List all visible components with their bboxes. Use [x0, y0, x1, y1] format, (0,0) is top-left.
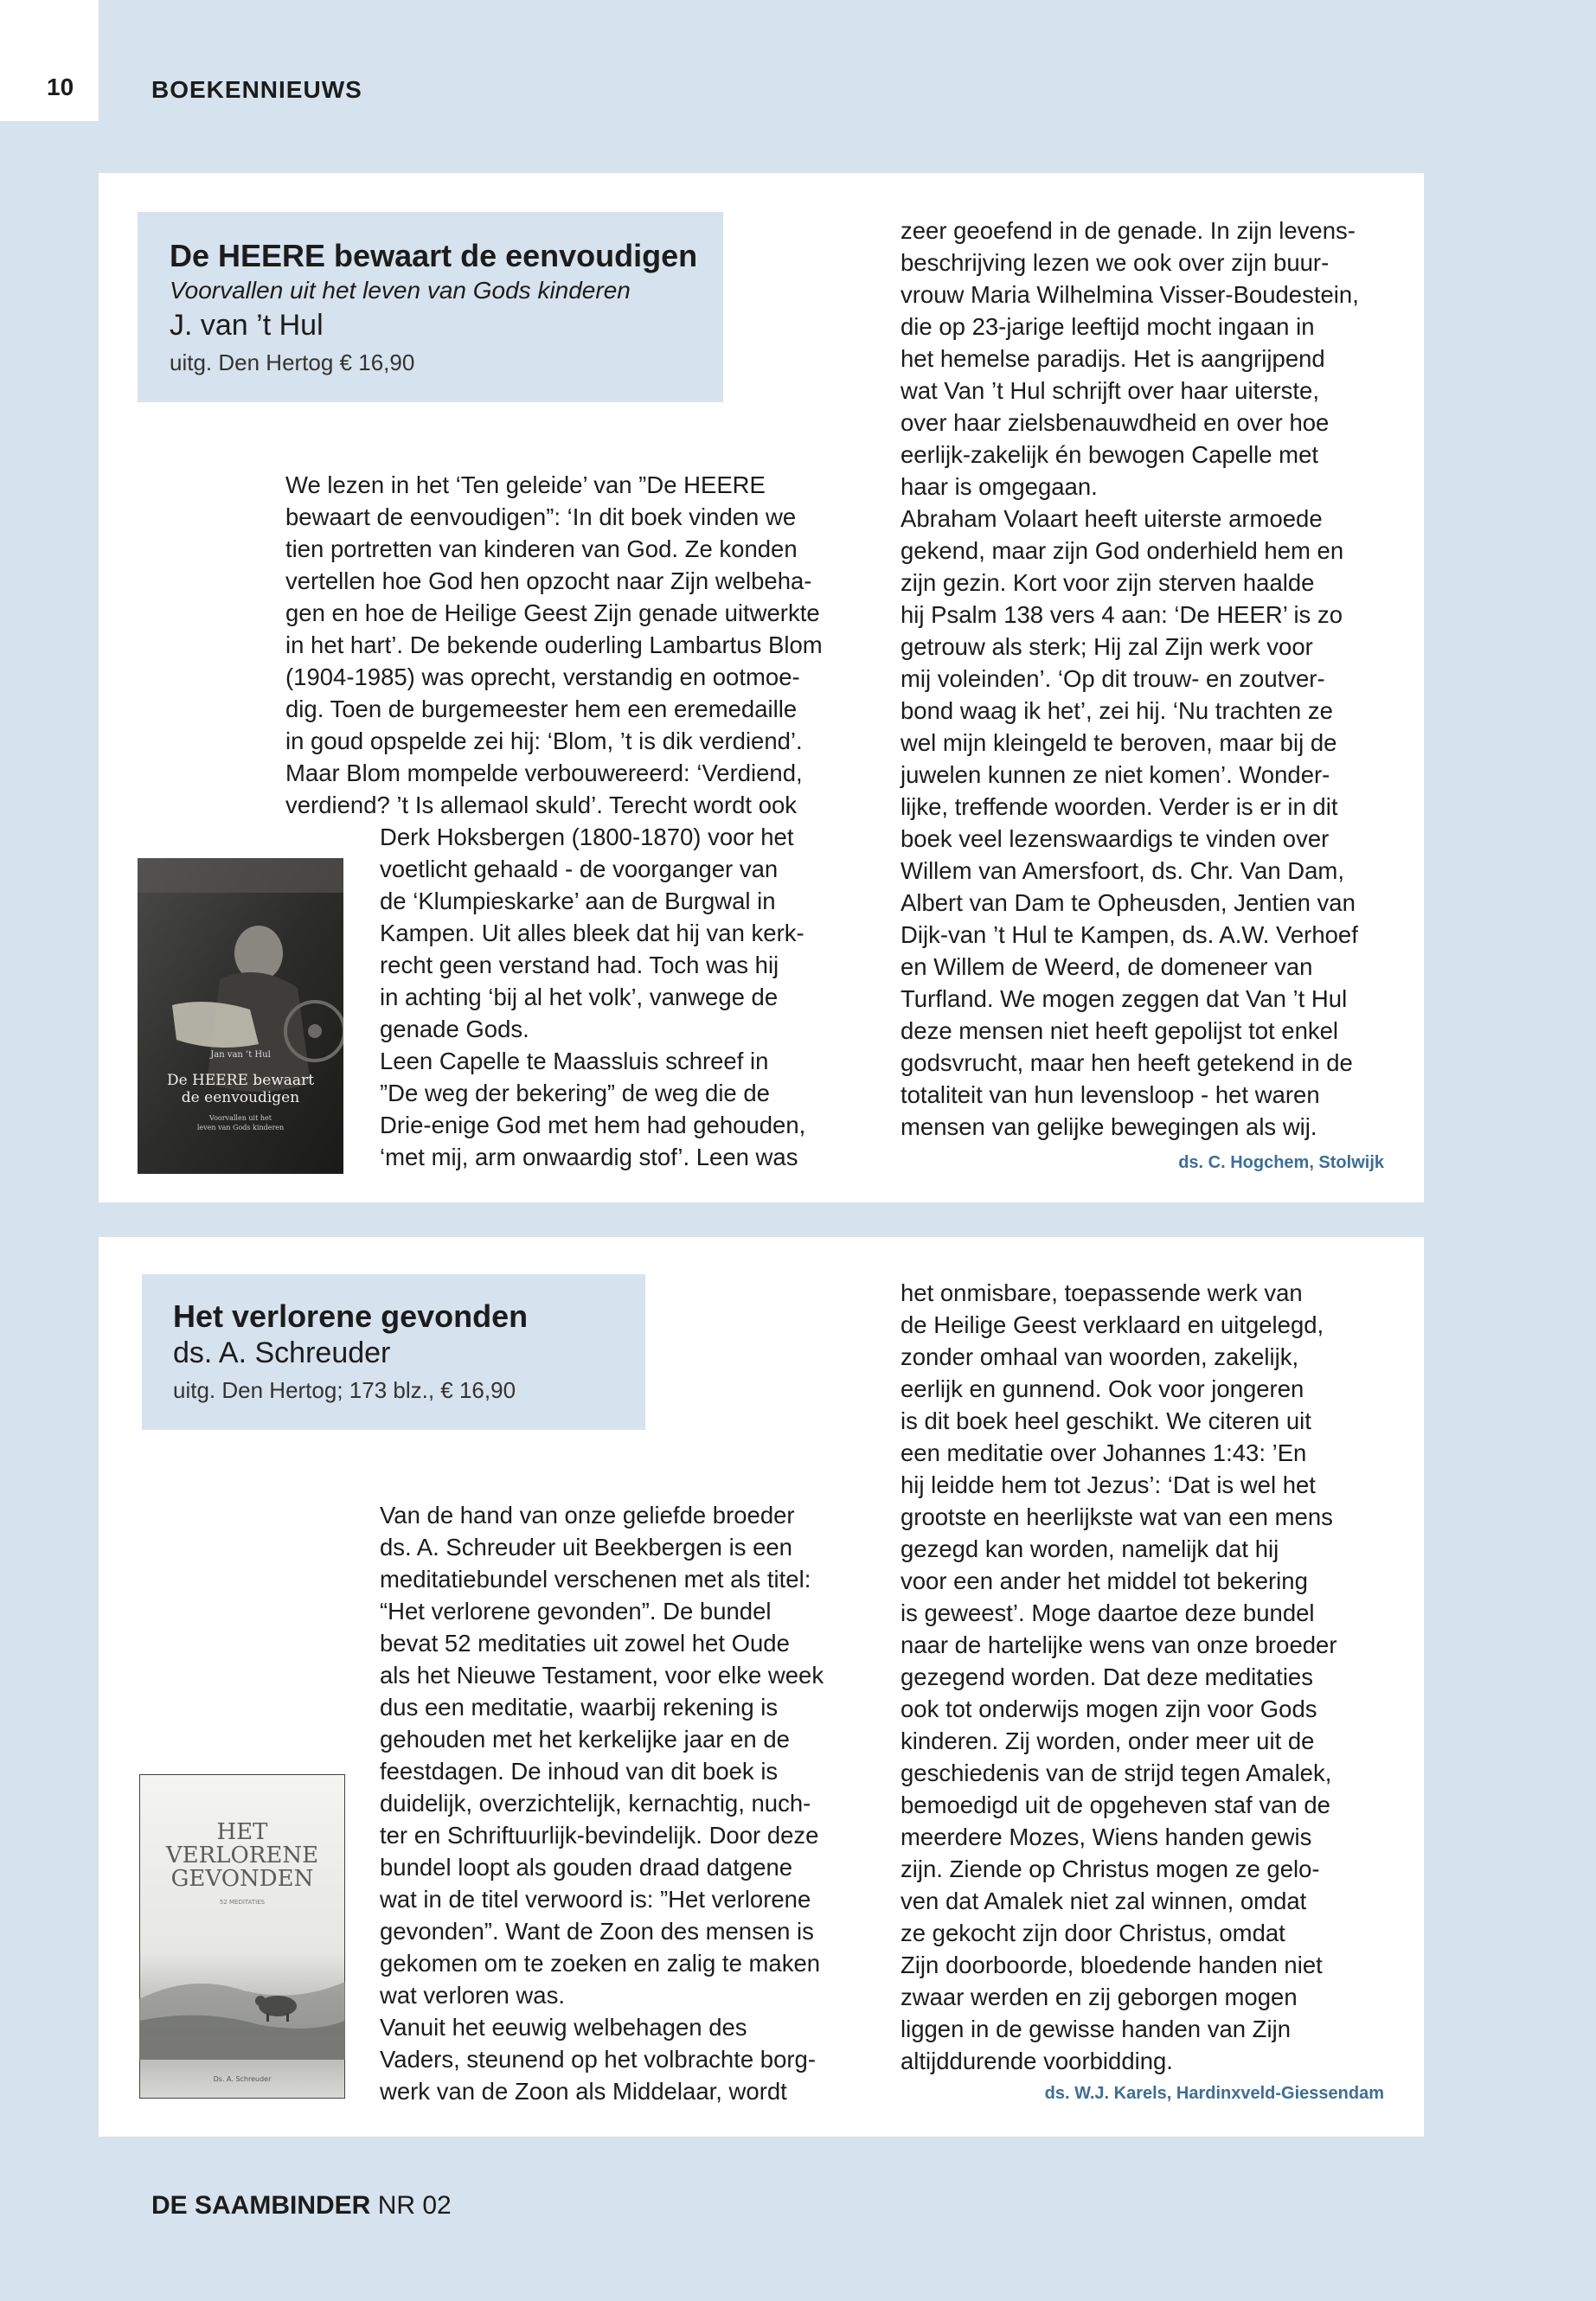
review-text-right: het onmisbare, toepassende werk van de Heilige Geest verklaard en uitgelegd, zonder omhaal van woorden, zakelijk, eerlijk en gunnend. Ook voor jongeren is dit boek heel geschikt. We citeren uit een meditatie over Johannes 1:43: ’En hij leidde hem tot Jezus’: ‘Dat is wel het grootste en heerlijkste wat van een mens gezegd kan worden, namelijk dat hij voor een ander het middel tot bekering is geweest’. Moge daartoe deze bundel naar de hartelijke wens van onze broeder gezegend worden. Dat deze meditaties ook tot onderwijs mogen zijn voor Gods kinderen. Zij worden, onder meer uit de geschiedenis van de strijd tegen Amalek, bemoedigd uit de opgeheven staf van de meerdere Mozes, Wiens handen gewis zijn. Ziende op Christus mogen ze gelo- ven dat Amalek niet zal winnen, omdat ze gekocht zijn door Christus, omdat Zijn doorboorde, bloedende handen niet zwaar werden en zij geborgen mogen liggen in de gewisse handen van Zijn altijddurende voorbidding.	[901, 1279, 1337, 2074]
review-title-box	[138, 212, 723, 402]
cover-title-line2: VERLORENE	[165, 1843, 319, 1868]
cover-title-line1: HET	[216, 1819, 268, 1845]
cover-subtitle-line2: leven van Gods kinderen	[196, 1124, 285, 1131]
book-cover-image	[139, 1774, 345, 2099]
cover-author: Ds. A. Schreuder	[213, 2075, 272, 2083]
review-text-left-top: We lezen in het ‘Ten geleide’ van ”De HEERE bewaart de eenvoudigen”: ‘In dit boek vinden we tien portretten van kinderen van God. Ze konden vertellen hoe God hen opzocht naar Zijn welbeha- gen en hoe de Heilige Geest Zijn genade uitwerkte in het hart’. De bekende ouderling Lambartus Blom (1904-1985) was oprecht, verstandig en ootmoe- dig. Toen de burgemeester hem een eremedaille in goud opspelde zei hij: ‘Blom, ’t is dik verdiend’. Maar Blom mompelde verbouwereerd: ‘Verdiend, verdiend? ’t Is allemaol skuld’. Terecht wordt ook	[285, 471, 823, 818]
cover-title-line1: De HEERE bewaart	[166, 1072, 315, 1089]
cover-subtitle-line1: Voorvallen uit het	[209, 1114, 272, 1122]
review-card-2	[99, 1237, 1424, 2137]
cover-subtitle: 52 MEDITATIES	[219, 1899, 266, 1906]
review-title-box	[142, 1274, 645, 1430]
magazine-name: DE SAAMBINDER	[151, 2191, 371, 2220]
reviewer-signature: ds. C. Hogchem, Stolwijk	[1178, 1153, 1384, 1172]
page-number: 10	[0, 0, 99, 121]
cover-title-line3: GEVONDEN	[170, 1866, 314, 1892]
section-title: BOEKENNIEUWS	[151, 76, 362, 103]
cover-title-line2: de eenvoudigen	[181, 1089, 300, 1106]
review-card-1	[99, 173, 1424, 1202]
review-text-right: zeer geoefend in de genade. In zijn levens- beschrijving lezen we ook over zijn buur- vrouw Maria Wilhelmina Visser-Boudestein, die op 23-jarige leeftijd mocht ingaan in het hemelse paradijs. Het is aangrijpend wat Van ’t Hul schrijft over haar uiterste, over haar zielsbenauwdheid en over hoe eerlijk-zakelijk én bewogen Capelle met haar is omgegaan. Abraham Volaart heeft uiterste armoede gekend, maar zijn God onderhield hem en zijn gezin. Kort voor zijn sterven haalde hij Psalm 138 vers 4 aan: ‘De HEER’ is zo getrouw als sterk; Hij zal Zijn werk voor mij voleinden’. ‘Op dit trouw- en zoutver- bond waag ik het’, zei hij. ‘Nu trachten ze wel mijn kleingeld te beroven, maar bij de juwelen kunnen ze niet komen’. Wonder- lijke, treffende woorden. Verder is er in dit boek veel lezenswaardigs te vinden over Willem van Amersfoort, ds. Chr. Van Dam, Albert van Dam te Opheusden, Jentien van Dijk-van ’t Hul te Kampen, ds. A.W. Verhoef en Willem de Weerd, de domeneer van Turfland. We mogen zeggen dat Van ’t Hul deze mensen niet heeft gepolijst tot enkel godsvrucht, maar hen heeft getekend in de totaliteit van hun levensloop - het waren mensen van gelijke bewegingen als wij.	[901, 217, 1359, 1140]
book-title: De HEERE bewaart de eenvoudigen	[170, 238, 698, 273]
book-author: ds. A. Schreuder	[173, 1336, 391, 1369]
book-publisher: uitg. Den Hertog; 173 blz., € 16,90	[173, 1377, 516, 1403]
review-text-left-bottom: Derk Hoksbergen (1800-1870) voor het voetlicht gehaald - de voorganger van de ‘Klumpieskarke’ aan de Burgwal in Kampen. Uit alles bleek dat hij van kerk- recht geen verstand had. Toch was hij in achting ‘bij al het volk’, vanwege de genade Gods. Leen Capelle te Maassluis schreef in ”De weg der bekering” de weg die de Drie-enige God met hem had gehouden, ‘met mij, arm onwaardig stof’. Leen was	[380, 824, 806, 1170]
book-author: J. van ’t Hul	[170, 309, 324, 342]
review-text-left: Van de hand van onze geliefde broeder ds. A. Schreuder uit Beekbergen is een meditatiebundel verschenen met als titel: “Het verlorene gevonden”. De bundel bevat 52 meditaties uit zowel het Oude als het Nieuwe Testament, voor elke week dus een meditatie, waarbij rekening is gehouden met het kerkelijke jaar en de feestdagen. De inhoud van dit boek is duidelijk, overzichtelijk, kernachtig, nuch- ter en Schriftuurlijk-bevindelijk. Door deze bundel loopt als gouden draad datgene wat in de titel verwoord is: ”Het verlorene gevonden”. Want de Zoon des mensen is gekomen om te zoeken en zalig te maken wat verloren was. Vanuit het eeuwig welbehagen des Vaders, steunend op het volbrachte borg- werk van de Zoon als Middelaar, wordt	[380, 1502, 824, 2105]
cover-author: Jan van ’t Hul	[210, 1050, 271, 1060]
book-title: Het verlorene gevonden	[173, 1298, 529, 1334]
issue-number: NR 02	[377, 2191, 452, 2220]
book-cover-image	[138, 858, 343, 1174]
footer	[151, 2191, 452, 2221]
reviewer-signature: ds. W.J. Karels, Hardinxveld-Giessendam	[1044, 2084, 1384, 2103]
book-publisher: uitg. Den Hertog € 16,90	[170, 349, 415, 375]
book-subtitle: Voorvallen uit het leven van Gods kinderen	[170, 277, 631, 304]
